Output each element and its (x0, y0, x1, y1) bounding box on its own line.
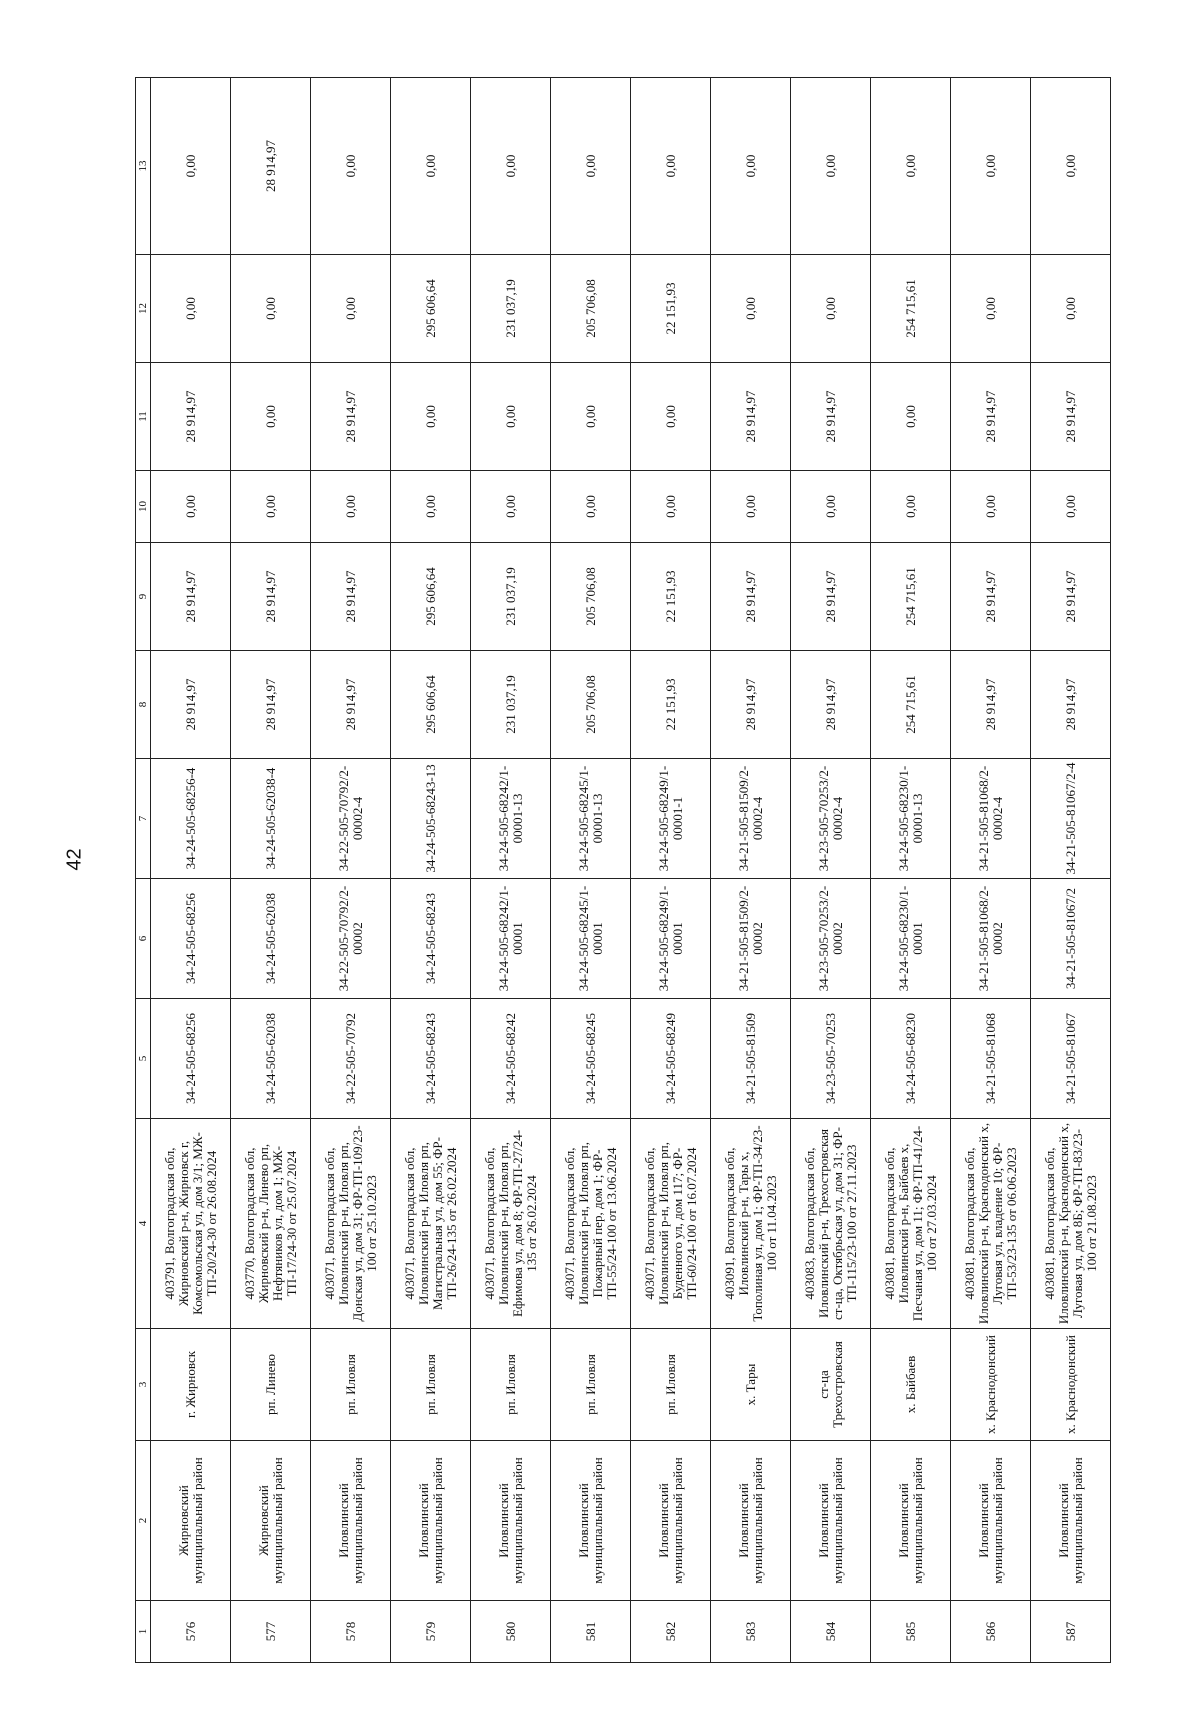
locality-cell: х. Тары (711, 1329, 791, 1441)
amount-cell: 0,00 (1031, 78, 1111, 255)
amount-cell: 295 606,64 (391, 543, 471, 651)
col-header: 8 (136, 651, 151, 759)
object-id-cell: 34-23-505-70253/2-00002 (791, 879, 871, 999)
amount-cell: 205 706,08 (551, 651, 631, 759)
table-row (151, 78, 231, 1663)
code-cell: 34-21-505-81067/2-4 (1031, 759, 1111, 879)
amount-cell: 0,00 (391, 363, 471, 471)
district-cell: Иловлинский муниципальный район (871, 1441, 951, 1601)
address-cell: 403071, Волгоградская обл, Иловлинский р-н, Иловля рп, Ефимова ул, дом 8; ФР-ТП-27/24-135 от 26.02.2024 (471, 1119, 551, 1329)
row-number: 582 (631, 1601, 711, 1663)
amount-cell: 28 914,97 (231, 651, 311, 759)
row-number: 580 (471, 1601, 551, 1663)
cadastral-cell: 34-24-505-68245 (551, 999, 631, 1119)
col-header: 2 (136, 1441, 151, 1601)
district-cell: Иловлинский муниципальный район (551, 1441, 631, 1601)
district-cell: Иловлинский муниципальный район (1031, 1441, 1111, 1601)
amount-cell: 22 151,93 (631, 651, 711, 759)
object-id-cell: 34-22-505-70792/2-00002 (311, 879, 391, 999)
col-header: 1 (136, 1601, 151, 1663)
amount-cell: 0,00 (231, 471, 311, 543)
object-id-cell: 34-24-505-68243 (391, 879, 471, 999)
amount-cell: 205 706,08 (551, 543, 631, 651)
address-cell: 403071, Волгоградская обл, Иловлинский р-н, Иловля рп, Донская ул, дом 31; ФР-ТП-109/23-100 от 25.10.2023 (311, 1119, 391, 1329)
amount-cell: 231 037,19 (471, 255, 551, 363)
object-id-cell: 34-24-505-68249/1-00001 (631, 879, 711, 999)
district-cell: Иловлинский муниципальный район (311, 1441, 391, 1601)
address-cell: 403081, Волгоградская обл, Иловлинский р-н, Краснодонский х, Луговая ул, владение 10; ФР-ТП-53/23-135 от 06.06.2023 (951, 1119, 1031, 1329)
district-cell: Иловлинский муниципальный район (951, 1441, 1031, 1601)
amount-cell: 0,00 (471, 471, 551, 543)
table-row (471, 78, 551, 1663)
amount-cell: 28 914,97 (951, 363, 1031, 471)
cadastral-cell: 34-21-505-81067 (1031, 999, 1111, 1119)
district-cell: Иловлинский муниципальный район (471, 1441, 551, 1601)
table-row (391, 78, 471, 1663)
table-row (951, 78, 1031, 1663)
amount-cell: 0,00 (551, 363, 631, 471)
object-id-cell: 34-24-505-68245/1-00001 (551, 879, 631, 999)
address-cell: 403091, Волгоградская обл, Иловлинский р-н, Тары х, Тополиная ул, дом 1; ФР-ТП-34/23-100 от 11.04.2023 (711, 1119, 791, 1329)
amount-cell: 0,00 (551, 78, 631, 255)
address-cell: 403071, Волгоградская обл, Иловлинский р-н, Иловля рп, Буденного ул, дом 117; ФР-ТП-60/24-100 от 16.07.2024 (631, 1119, 711, 1329)
amount-cell: 28 914,97 (711, 543, 791, 651)
locality-cell: рп. Иловля (551, 1329, 631, 1441)
column-number-row (136, 78, 151, 1663)
amount-cell: 0,00 (151, 78, 231, 255)
locality-cell: рп. Линево (231, 1329, 311, 1441)
amount-cell: 28 914,97 (231, 543, 311, 651)
code-cell: 34-24-505-68243-13 (391, 759, 471, 879)
amount-cell: 0,00 (231, 255, 311, 363)
address-cell: 403071, Волгоградская обл, Иловлинский р-н, Иловля рп, Магистральная ул, дом 55; ФР-ТП-26/24-135 от 26.02.2024 (391, 1119, 471, 1329)
code-cell: 34-23-505-70253/2-00002-4 (791, 759, 871, 879)
amount-cell: 0,00 (311, 78, 391, 255)
cadastral-cell: 34-21-505-81068 (951, 999, 1031, 1119)
cadastral-cell: 34-24-505-68242 (471, 999, 551, 1119)
amount-cell: 0,00 (1031, 471, 1111, 543)
code-cell: 34-22-505-70792/2-00002-4 (311, 759, 391, 879)
cadastral-cell: 34-21-505-81509 (711, 999, 791, 1119)
amount-cell: 0,00 (551, 471, 631, 543)
col-header: 9 (136, 543, 151, 651)
amount-cell: 28 914,97 (1031, 651, 1111, 759)
table-body (151, 78, 1111, 1663)
row-number: 584 (791, 1601, 871, 1663)
locality-cell: рп. Иловля (631, 1329, 711, 1441)
amount-cell: 22 151,93 (631, 543, 711, 651)
amount-cell: 28 914,97 (711, 651, 791, 759)
code-cell: 34-24-505-68230/1-00001-13 (871, 759, 951, 879)
address-cell: 403083, Волгоградская обл, Иловлинский р-н, Трехостровская ст-ца, Октябрьская ул, дом 31; ФР-ТП-115/23-100 от 27.11.2023 (791, 1119, 871, 1329)
district-cell: Иловлинский муниципальный район (711, 1441, 791, 1601)
amount-cell: 0,00 (391, 471, 471, 543)
amount-cell: 22 151,93 (631, 255, 711, 363)
cadastral-cell: 34-24-505-68256 (151, 999, 231, 1119)
col-header: 3 (136, 1329, 151, 1441)
code-cell: 34-21-505-81068/2-00002-4 (951, 759, 1031, 879)
col-header: 5 (136, 999, 151, 1119)
district-cell: Жирновский муниципальный район (231, 1441, 311, 1601)
locality-cell: х. Краснодонский (1031, 1329, 1111, 1441)
amount-cell: 0,00 (471, 78, 551, 255)
amount-cell: 0,00 (391, 78, 471, 255)
row-number: 586 (951, 1601, 1031, 1663)
amount-cell: 254 715,61 (871, 651, 951, 759)
amount-cell: 295 606,64 (391, 651, 471, 759)
amount-cell: 28 914,97 (311, 543, 391, 651)
table-row (311, 78, 391, 1663)
amount-cell: 0,00 (791, 471, 871, 543)
amount-cell: 0,00 (471, 363, 551, 471)
cadastral-cell: 34-23-505-70253 (791, 999, 871, 1119)
cadastral-cell: 34-22-505-70792 (311, 999, 391, 1119)
amount-cell: 295 606,64 (391, 255, 471, 363)
code-cell: 34-24-505-62038-4 (231, 759, 311, 879)
table-row (551, 78, 631, 1663)
address-cell: 403770, Волгоградская обл, Жирновский р-н, Линево рп, Нефтяников ул, дом 1; МЖ-ТП-17/24-30 от 25.07.2024 (231, 1119, 311, 1329)
amount-cell: 28 914,97 (311, 363, 391, 471)
col-header: 13 (136, 78, 151, 255)
table-row (711, 78, 791, 1663)
amount-cell: 28 914,97 (791, 543, 871, 651)
code-cell: 34-24-505-68245/1-00001-13 (551, 759, 631, 879)
col-header: 7 (136, 759, 151, 879)
amount-cell: 28 914,97 (151, 363, 231, 471)
amount-cell: 0,00 (311, 471, 391, 543)
amount-cell: 0,00 (951, 471, 1031, 543)
amount-cell: 0,00 (791, 78, 871, 255)
locality-cell: рп. Иловля (391, 1329, 471, 1441)
col-header: 12 (136, 255, 151, 363)
locality-cell: рп. Иловля (471, 1329, 551, 1441)
object-id-cell: 34-24-505-62038 (231, 879, 311, 999)
amount-cell: 28 914,97 (951, 543, 1031, 651)
amount-cell: 0,00 (231, 363, 311, 471)
col-header: 10 (136, 471, 151, 543)
amount-cell: 0,00 (311, 255, 391, 363)
amount-cell: 0,00 (711, 78, 791, 255)
amount-cell: 28 914,97 (151, 651, 231, 759)
amount-cell: 0,00 (1031, 255, 1111, 363)
address-cell: 403071, Волгоградская обл, Иловлинский р-н, Иловля рп, Пожарный пер, дом 1; ФР-ТП-55/24-100 от 13.06.2024 (551, 1119, 631, 1329)
row-number: 579 (391, 1601, 471, 1663)
amount-cell: 0,00 (871, 78, 951, 255)
amount-cell: 0,00 (791, 255, 871, 363)
table-row (871, 78, 951, 1663)
district-cell: Иловлинский муниципальный район (791, 1441, 871, 1601)
amount-cell: 0,00 (631, 78, 711, 255)
rotated-table-wrapper (135, 78, 1135, 1663)
row-number: 577 (231, 1601, 311, 1663)
amount-cell: 0,00 (871, 471, 951, 543)
code-cell: 34-21-505-81509/2-00002-4 (711, 759, 791, 879)
district-cell: Жирновский муниципальный район (151, 1441, 231, 1601)
amount-cell: 0,00 (151, 471, 231, 543)
col-header: 4 (136, 1119, 151, 1329)
amount-cell: 254 715,61 (871, 543, 951, 651)
address-cell: 403081, Волгоградская обл, Иловлинский р-н, Краснодонский х, Луговая ул, дом 8Б; ФР-ТП-83/23-100 от 21.08.2023 (1031, 1119, 1111, 1329)
amount-cell: 28 914,97 (711, 363, 791, 471)
district-cell: Иловлинский муниципальный район (631, 1441, 711, 1601)
row-number: 583 (711, 1601, 791, 1663)
table-row (231, 78, 311, 1663)
amount-cell: 0,00 (631, 471, 711, 543)
amount-cell: 28 914,97 (311, 651, 391, 759)
table-row (631, 78, 711, 1663)
amount-cell: 28 914,97 (151, 543, 231, 651)
object-id-cell: 34-21-505-81067/2 (1031, 879, 1111, 999)
address-cell: 403081, Волгоградская обл, Иловлинский р-н, Байбаев х, Песчаная ул, дом 11; ФР-ТП-41/24-100 от 27.03.2024 (871, 1119, 951, 1329)
amount-cell: 0,00 (631, 363, 711, 471)
locality-cell: г. Жирновск (151, 1329, 231, 1441)
code-cell: 34-24-505-68249/1-00001-1 (631, 759, 711, 879)
amount-cell: 28 914,97 (951, 651, 1031, 759)
cadastral-cell: 34-24-505-68249 (631, 999, 711, 1119)
amount-cell: 0,00 (711, 255, 791, 363)
amount-cell: 0,00 (151, 255, 231, 363)
code-cell: 34-24-505-68256-4 (151, 759, 231, 879)
row-number: 585 (871, 1601, 951, 1663)
page-number: 42 (63, 848, 86, 871)
object-id-cell: 34-24-505-68242/1-00001 (471, 879, 551, 999)
cadastral-cell: 34-24-505-68230 (871, 999, 951, 1119)
row-number: 578 (311, 1601, 391, 1663)
row-number: 581 (551, 1601, 631, 1663)
object-id-cell: 34-24-505-68256 (151, 879, 231, 999)
amount-cell: 28 914,97 (791, 651, 871, 759)
locality-cell: ст-ца Трехостровская (791, 1329, 871, 1441)
amount-cell: 0,00 (711, 471, 791, 543)
locality-cell: х. Байбаев (871, 1329, 951, 1441)
address-cell: 403791, Волгоградская обл, Жирновский р-н, Жирновск г, Комсомольская ул, дом 3/1; МЖ-ТП-20/24-30 от 26.08.2024 (151, 1119, 231, 1329)
amount-cell: 0,00 (871, 363, 951, 471)
data-table (135, 77, 1111, 1663)
amount-cell: 28 914,97 (791, 363, 871, 471)
amount-cell: 28 914,97 (1031, 363, 1111, 471)
object-id-cell: 34-24-505-68230/1-00001 (871, 879, 951, 999)
row-number: 576 (151, 1601, 231, 1663)
cadastral-cell: 34-24-505-62038 (231, 999, 311, 1119)
amount-cell: 231 037,19 (471, 651, 551, 759)
district-cell: Иловлинский муниципальный район (391, 1441, 471, 1601)
amount-cell: 0,00 (951, 78, 1031, 255)
code-cell: 34-24-505-68242/1-00001-13 (471, 759, 551, 879)
amount-cell: 0,00 (951, 255, 1031, 363)
table-row (791, 78, 871, 1663)
object-id-cell: 34-21-505-81509/2-00002 (711, 879, 791, 999)
row-number: 587 (1031, 1601, 1111, 1663)
amount-cell: 205 706,08 (551, 255, 631, 363)
object-id-cell: 34-21-505-81068/2-00002 (951, 879, 1031, 999)
amount-cell: 254 715,61 (871, 255, 951, 363)
col-header: 6 (136, 879, 151, 999)
amount-cell: 28 914,97 (1031, 543, 1111, 651)
table-row (1031, 78, 1111, 1663)
locality-cell: х. Краснодонский (951, 1329, 1031, 1441)
amount-cell: 28 914,97 (231, 78, 311, 255)
locality-cell: рп. Иловля (311, 1329, 391, 1441)
col-header: 11 (136, 363, 151, 471)
amount-cell: 231 037,19 (471, 543, 551, 651)
cadastral-cell: 34-24-505-68243 (391, 999, 471, 1119)
